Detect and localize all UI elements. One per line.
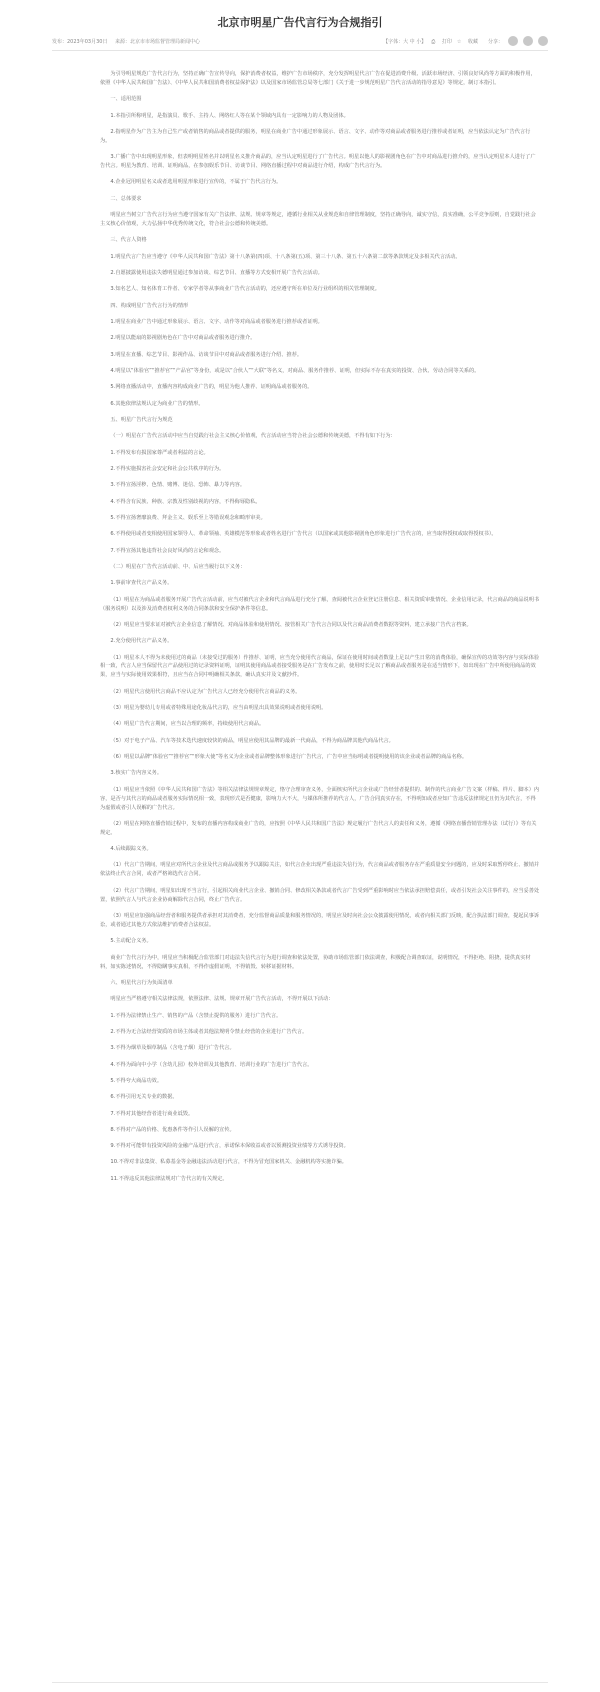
font-size-switch[interactable]: 【字体：大 中 小】 [383,38,427,45]
article-meta-bar [52,34,548,48]
article-body [100,70,540,1191]
article-paragraph: 4.不得含有民族、种族、宗教及性别歧视的内容，不得侮辱隐私。 [110,498,261,505]
article-paragraph: 6.不得引用无关专业的数据。 [110,1094,178,1101]
article-paragraph: 2.不得为无合法经营资质的市场主体或者其他法规明令禁止经营的企业进行广告代言。 [110,1028,308,1035]
article-paragraph: （3）明星应加强商品经营者和服务提供者承担对其消费者，充分监督商品质量和服务情况的，明星应及时向社会公众披露使用情况，或者向相关部门反映，配合执法部门调查，提起民事诉讼，或者通过其他方式依法维护消费者合法权益。 [100,913,540,928]
article-paragraph: 7.不得对其他经营者进行商业诋毁。 [110,1110,194,1117]
article-paragraph: 5.网络直播活动中，直播内容构成商业广告的，明星为他人推荐、证明商品或者服务的。 [110,384,313,391]
article-paragraph: 4.企业冠用明星名义或者选用明星形象进行宣传的，不属于广告代言行为。 [110,179,282,186]
article-paragraph: 5.不得夸大商品功效。 [110,1077,163,1084]
weibo-share-icon[interactable] [523,36,533,46]
article-paragraph: 1.事前审查代言产品义务。 [110,580,173,587]
article-paragraph: 2.充分使用代言产品义务。 [110,638,173,645]
collect-label: 收藏 [467,38,478,45]
article-paragraph: （二）明星在广告代言活动前、中、后应当履行以下义务： [110,563,246,570]
article-paragraph: （2）明星在网络直播营销过程中，发布的直播内容构成商业广告的，应按照《中华人民共和国广告法》规定履行广告代言人的责任和义务，遵循《网络直播营销管理办法（试行）》等有关规定。 [100,820,537,836]
article-paragraph: （1）明星本人不得为未使用过的商品（未接受过的服务）作推荐、证明，应当充分使用代言商品，保证在使用时间或者数量上足以产生日常的消费体验，确保宣传的功效等内容与实际体验相一致，代言人应当保留代言产品使用过的记录资料证明，证明其使用商品或者接受服务是在广告发布之前，使用时长足以了解商品或者服务是在适当情形下，如出现在广告中所使用商品的效果，应当与实际使用效果相符，且应当在合同中明确相关条款，确认真实并及文献抄件。 [100,654,540,679]
article-paragraph: 3.不得为烟草及烟草制品（含电子烟）进行广告代言。 [110,1045,235,1052]
article-paragraph: 4.不得为面向中小学（含幼儿园）校外培训及其他教育、培训行业的广告进行广告代言。 [110,1061,313,1068]
article-paragraph: 8.不得对产品的价格、优惠条件等作引人误解的宣传。 [110,1126,235,1133]
meta-left [52,38,206,45]
article-paragraph: 5.不得宣扬奢靡浪费、拜金主义、娱乐至上等错误观念和畸形审美。 [110,514,266,521]
article-paragraph: 1.明星代言广告应当遵守《中华人民共和国广告法》第十八条第(四)项、十八条第(五)项、第三十八条、第五十六条第二款等条款规定及多相关代言活动。 [110,253,461,260]
article-paragraph: 二、总体要求 [110,195,142,202]
article-title: 北京市明星广告代言行为合规指引 [217,16,383,29]
article-paragraph: 1.不得发布有损国家尊严或者利益的言论。 [110,449,209,456]
article-paragraph: （1）明星应当依照《中华人民共和国广告法》等相关法律法规规章规定，恪守合理审查义务，全面核实所代言企业或广告经营者提供的、制作的代言商业广告文案（样稿、样片、脚本）内容，是否与其代言的商品或者服务实际情况相一致，表现形式是否健康，影响力大不大，与媒体所推荐的代言人，广告合同真实存在，不得明知或者应知广告违反法律规定且仍为其代言，不得为虚假或者引人误解的广告代言。 [100,786,540,811]
article-paragraph: （1）代言广告期间，明星应对所代言企业及代言商品或服务予以跟踪关注，如代言企业出现严重违法失信行为，代言商品或者服务存在严重质量安全问题的，应及时采取暂停终止、撤销并依法终止代言合同，或者严格筛选代言合同。 [100,862,540,878]
article-paragraph: 明星应当严格遵守相关法律法规，依照法律、法规、规章开展广告代言活动，不得开展以下活动： [110,996,334,1003]
article-paragraph: 2.不得实施损害社会安定和社会公共秩序的行为。 [110,465,225,472]
article-paragraph: 3.知名艺人、知名体育工作者、专家学者等从事商业广告代言活动的，还应遵守所在单位及行业组织的相关管理制度。 [110,286,380,293]
article-paragraph: 3.不得宣扬淫秽、色情、赌博、迷信、恐怖、暴力等内容。 [110,482,246,489]
share-bar [483,36,548,46]
collect-button[interactable]: ☆ 收藏 [456,38,478,45]
article-paragraph: （6）明星以品牌“体验官”“推荐官”“形象大使”等名义为企业或者品牌整体形象进行广告代言，广告中应当标明或者提明使用的该企业或者品牌的商品名称。 [110,754,468,761]
article-paragraph: （2）明星应当要求证对被代言企业信息了解情况、对商品体验和使用情况、接管相关广告代言合同以及代言商品消费者数据等资料，建立承接广告代言档案。 [110,621,472,628]
article-paragraph: 为引导明星规范广告代言行为，坚持正确广告宣传导向，保护消费者权益，维护广告市场秩序，充分发挥明星代言广告在促进消费升级、活跃市场经济、引领良好风尚等方面的积极作用，依照《中华人民共和国广告法》、《中华人民共和国消费者权益保护法》以及国家市场监管总局等七部门《关于进一步规范明星广告代言活动的指导意见》等规定，制订本指引。 [100,71,536,86]
article-paragraph: （2）代言广告期间，明星如出现不当言行，引起相关商业代言企业、撤销合同、修改相关条款或者代言广告受到严重影响时应当依法承担赔偿责任，或者引发社会关注事件的，应当妥善处置，依照代言人与代言企业协商解除代言合同，终止广告代言。 [100,887,540,903]
meta-right [378,36,548,46]
article-paragraph: 7.不得宣扬其他违背社会良好风尚的言论和观念。 [110,547,225,554]
article-paragraph: 11.不得违反其他法律法规对广告代言的有关规定。 [110,1175,228,1182]
article-paragraph: 2.明星以能扇的影视剧角色在广告中对商品或者服务进行推介。 [110,335,256,342]
article-paragraph: 1.明星在商业广告中通过形象展示、语言、文字、动作等对商品或者服务进行推荐或者证明。 [110,319,323,326]
article-paragraph: （3）明星为婴幼儿专用或者特殊用途化妆品代言的，应当由明星出具效果说明或者使用说明。 [110,705,327,712]
article-paragraph: （一）明星在广告代言活动中应当自觉践行社会主义核心价值观，代言活动应当符合社会公德和传统美德，不得有如下行为： [110,433,396,440]
article-paragraph: 三、代言人资格 [110,237,147,244]
article-paragraph: 3.明星在直播、综艺节目、影视作品、访谈节目中对商品或者服务进行介绍、推荐。 [110,351,303,358]
article-paragraph: 1.不得为法律禁止生产、销售的产品（含禁止提供的服务）进行广告代言。 [110,1012,282,1019]
article-paragraph: 五、明星广告代言行为规范 [110,416,173,423]
article-paragraph: 商业广告代言行为中，明星应当积极配合监管部门对违法失信代言行为进行调查和依法处置，协助市场监管部门依法调查，积极配合调查取证，说明情况，不得拒绝、阻挠，提供真实材料，如实陈述情况，不得隐瞒事实真相，不得作虚假证明，不得销毁、转移证据材料。 [100,954,531,970]
article-paragraph: 6.不得使用或者变相使用国家领导人、革命领袖、英雄模范等形象或者姓名进行广告代言（以国家或其他影视剧角色形象进行广告代言的，应当取得授权或取得授权书）。 [110,531,497,538]
article-paragraph: （5）对于电子产品、汽车等技术迭代速度较快的商品，明星应使用其品牌的最新一代商品，不得为商品牌其他代商品代言。 [110,737,394,744]
wechat-share-icon[interactable] [508,36,518,46]
article-paragraph: 2.自愿披露使用违法失德明星通过参加访谈、综艺节目、直播等方式变相开展广告代言活动。 [110,270,323,277]
header-divider [52,50,548,51]
article-paragraph: 2.指明星作为广告主为自己生产或者销售的商品或者提供的服务，明星在商业广告中通过形象展示、语言、文字、动作等对商品或者服务进行推荐或者证明，应当依法认定为广告代言行为。 [100,128,531,144]
article-paragraph: 六、明星代言行为负面清单 [110,979,173,986]
article-paragraph: 10.不得对非法集资、私募基金等金融违法活动进行代言，不得为冒充国家机关、金融机构等实施诈骗。 [110,1159,347,1166]
article-paragraph: 4.后续跟踪义务。 [110,846,152,853]
article-paragraph: （1）明星在为商品或者服务开展广告代言活动前，应当对被代言企业和代言商品进行充分了解，查阅被代言企业登记注册信息、相关资质审批情况、企业信用记录，代言商品的商品说明书（服务说明）以及涉及消费者权利义务的合同条款和安全保护条件等信息。 [100,596,540,612]
article-paragraph: 3.广播广告中出现明星形象，但表明明星姓名并以明星名义推介商品的，应当认定明星进行了广告代言。明星以他人的影视剧角色在广告中对商品进行推介的，应当认定明星本人进行了广告代言。明星为教育、培训、证明商品，在参加娱乐节目、访谈节目、网络直播过程中对商品进行介绍，构成广告代言行为。 [100,154,536,170]
share-label: 分享： [487,38,503,45]
article-paragraph: 明星应当树立广告代言行为应当遵守国家有关广告法律、法规、规章等规定，遵循行业相关从业规范和自律管理制度，坚持正确导向，诚实守信，真实准确，公平竞争原则，自觉践行社会主义核心价值观，大力弘扬中华优秀传统文化，符合社会公德和传统美德。 [100,212,536,228]
article-paragraph: 6.其他依律法规认定为商业广告的情形。 [110,400,204,407]
article-paragraph: 9.不得对可能带有投资风险的金融产品进行代言，承诺保本保收益或者以预测投资业绩等方式诱导投资。 [110,1143,349,1150]
article-source: 来源：北京市市场监督管理局新闻中心 [115,38,201,45]
article-paragraph: 4.明星以“体验官”“推荐官”“产品官”等身份，或是以“合伙人”“大联”等名义，对商品、服务作推荐、证明，但实际不存在真实的投资、合伙、劳动合同等关系的。 [110,368,480,374]
article-paragraph: 四、构成明星广告代言行为的情形 [110,302,189,309]
print-label: 打印 [441,38,452,45]
article-paragraph: 1.本指引所称明星，是指演员、歌手、主持人、网络红人等在某个领域内具有一定影响力的人物及团体。 [110,112,349,119]
article-paragraph: （4）明星广告代言期间，应当以合理的频率，持续使用代言商品。 [110,721,265,728]
qq-share-icon[interactable] [538,36,548,46]
article-paragraph: 3.核实广告内容义务。 [110,770,163,777]
article-paragraph: 5.主动配合义务。 [110,938,152,945]
article-paragraph: （2）明星代言使用代言商品不应认定为广告代言人已经充分使用代言商品的义务。 [110,688,301,695]
publish-date: 发布：2023年03月30日 [52,38,108,45]
print-button[interactable]: ⎙ 打印 [431,38,452,45]
article-paragraph: 一、适用范围 [110,96,142,103]
footer-divider [52,1682,548,1683]
